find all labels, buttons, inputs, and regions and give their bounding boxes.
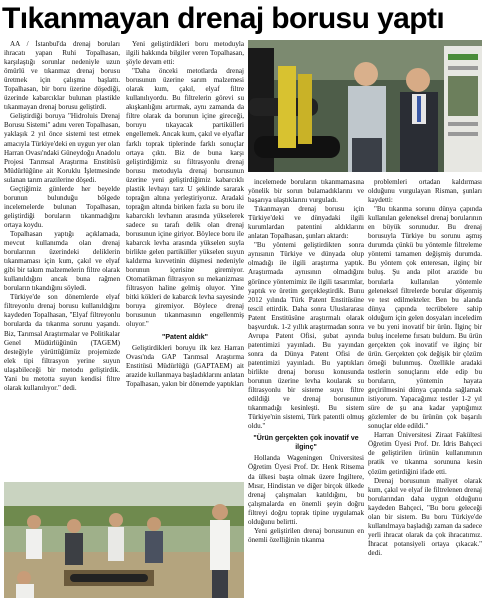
article-column-2: [126, 40, 244, 478]
article-paragraph: "Bu tıkanma sorunu dünya çapında kullanılan geleneksel drenaj borularının en büyük sorunudur. Bu drenaj borusuyla Türkiye bu sorunu aşmış durumda çünkü bu yöntemle filtreleme yöntemi tamamen değişmiş durumda. Bu yöntem çok enteresan, ilginç bir buluş. Şu anda pilot arazide bu borularla kullanılan yöntemle geleneksel filtrelerde borular döşenmiş ve test edilmekteler. Ben bu alanda dünya çapında tecrübelere sahip olduğum için gelen dosyaları inceledim ve bu yeni inovatif bir ürün. İlginç bir buluş inceleme fırsatı buldum. Bu ürün gerçekten çok inovatif ve ilginç bir ürün. Gerçekten çok değişik bir çözüm örneği bulunmuş. Özellikle aradaki testlerin sonuçlarını elde edip bu boruların, yöntemin hayata geçirilmesini dünya çapında sağlamak istiyorum. Yapacağımız testler 1-2 yıl süre de şu ana kadar yaptığımız gözlemler de bu ürünün çok başarılı sonuçlar elde edildi.": [368, 205, 482, 431]
article-column-4: [368, 178, 482, 596]
article-paragraph: Yeni geliştirdikleri boru metoduyla ilgili hakkında bilgiler veren Topalhasan, şöyle devam etti:: [126, 40, 244, 67]
article-paragraph: Geliştirdikleri boruyu ilk kez Harran Ovası'nda GAP Tarımsal Araştırma Enstitüsü Müdürlüğü (GAPTAEM) ait arazide kullanmaya başladıklarını anlatan Topalhasan, yakın bir dönemde yaptıkları: [126, 343, 244, 388]
subheading: "Patent aldık": [162, 333, 208, 341]
article-paragraph: Yeni geliştirilen drenaj borusunun en önemli özelliğinin tıkanma: [248, 526, 364, 544]
article-paragraph: "Daha önceki metotlarda drenaj borusunun üzerine sarım malzemesi olarak kum, çakıl, elyaf filtre kullanılıyordu. Bu filtrelerin görevi su akışkanlığını artırmak, aynı zamanda da filtre olarak da borunun içine gireceği, boruyu tıkayacak partikülleri engellemek. Ancak kum, çakıl ve elyaflar farklı toprak tiplerinde farklı sonuçlar ortaya çıktı. Biz de buna karşı geliştirdiğimiz su filtrasyonlu drenaj borusu metoduyla drenaj borusunun üzerine yeni geliştirdiğimiz kabarcıklı plastik levhayı tarz U şeklinde sararak toprağın altına yerleştiriyoruz. Aradaki toprağın altında biriken fazla su boru ile kabarcıklı levhanın arasında yükselerek sadece su tarafı delik olan drenaj borusunun içine giriyor. Böylece boru ile kabarcık levha arasında yükselen suyla birlikte gelen partiküller yükselen suyun kaldırma kuvvetinin düşmesi nedeniyle borunun içerisine giremiyor. Otomatikman filtrasyon su mekanizması filtrasyon haline gelmiş oluyor. Yine bitki kökleri de kabarcık levha sayesinde boruya giremiyor. Böylece drenaj borusunun tıkanmasının engellenmiş oluyor.": [126, 67, 244, 329]
article-paragraph: incelemede boruların tıkanmamasına yönelik bir sorun bulamadıklarını ve başarıya ulaştıklarını vurguladı.: [248, 178, 364, 205]
article-paragraph: Harran Üniversitesi Ziraat Fakültesi Öğretim Üyesi Prof. Dr. İdris Bahçeci de geliştirilen ürünün kullanımının pratik ve tıkanma sorununa kesin çözüm getirdiğini ifade etti.: [368, 431, 482, 476]
article-paragraph: Geliştirdiği boruya "Hidroluis Drenaj Borusu Sistemi" adını veren Topalhasan, yaklaşık 2 yıl önce sistemi test etmek amacıyla Türkiye'deki en uygun yer olan Harran Ovası'ndaki Güneydoğu Anadolu Projesi Tarımsal Araştırma Enstitüsü Müdürlüğüne ait Koruklu İşletmesinde sulanan tarım arazilerine döşedi.: [4, 112, 120, 184]
article-paragraph: Drenaj borusunun maliyet olarak kum, çakıl ve elyaf ile filtrelenen drenaj borularından daha uygun olduğunu kaydeden Bahçeci, "Bu boru geleceği olan bir sistem. Bu boru Türkiye'de kullanılmaya başladığı zaman da sadece yerli ihracat olarak da çok ihracatımız. İhracat potansiyeli ortaya çıkacak." dedi.: [368, 476, 482, 557]
headline: Tıkanmayan drenaj borusu yaptı: [2, 2, 445, 35]
article-paragraph: Hollanda Wageningen Üniversitesi Öğretim Üyesi Prof. Dr. Henk Ritsema da ülkesi başta olmak üzere İngiltere, Mısır, Hindistan ve diğer birçok ülkede drenaj çalışmaları katıldığını, bu çalışmalarda en önemli şeyin doğru filtreyi doğru toprak tipine uygulamak olduğunu belirtti.: [248, 454, 364, 526]
article-paragraph: problemleri ortadan kaldırması olduğunu vurgulayan Risman, şunları kaydetti:: [368, 178, 482, 205]
article-paragraph: Türkiye'de son dönemlerde elyaf filtreyonlu drenaj borusu kullanıldığını kaydeden Topalhasan, "Elyaf filtreyonlu borularda da tıkanma sorunu yaşandı. Biz, Tarımsal Araştırmalar ve Politikalar Genel Müdürlüğünün (TAGEM) desteğiyle yürüttüğümüz projemizde elek tipi filtrasyon yerine suyun ulaşabileceği bir metodu geliştirdik. Yani bu metotta suyun kendisi filtre olarak kullanılıyor." dedi.: [4, 293, 120, 392]
article-column-3: [248, 178, 364, 596]
photo-two-men-with-pipes: [248, 40, 482, 172]
article-paragraph: "Bu yöntemi geliştirdikten sonra aynısının Türkiye ve dünyada olup olmadığı ile ilgili araştırma yaptık. Araştırmada aynısının olmadığını görünce yöntemimiz ile ilgili tasarımlar, yaptık ve üretim gerçekleştirdik. Bunu 2012 yılında Türk Patent Enstitüsüne tescil ettirdik. Daha sonra Uluslararası Patent Enstitüsüne araştırmalı olarak başvurduk. 1-2 yıllık araştırmadan sonra Avrupa Patent Ofisi, şubat ayında patentimizi yayınladı. Bu yayından sonra da Dünya Patent Ofisi de patentimizi yayınladı. Bu yaptıkları birlikte drenaj borusu konusunda borunun üzerine levha koularak su filtrasyonlu bir sisteme suyu filtre edildiği ve drenaj borusunun tıkanmadığı kesinleşti. Bu sistem Türkiye'nin sistemi, Türk patentli olmuş oldu.": [248, 241, 364, 431]
article-paragraph: Geçtiğimiz günlerde her beyelde borunun bulunduğu bölgede incelemelerde bulunan Topalhasan, geliştirdiği boruların tıkanmadığını ortaya koydu.: [4, 184, 120, 229]
photo-field-inspection: [4, 482, 244, 598]
article-column-1: [4, 40, 120, 478]
article-paragraph: AA / İstanbul'da drenaj boruları ihracatı yapan Ruhi Topalhasan, karşılaştığı sorunlar nedeniyle uzun ömürlü ve tıkanmaz drenaj borusu üretmek için çalışma başlattı. Topalhasan, bir boru üzerine döşediği, üzerinde kabarcıklar bulunan plastikle tıkanmayan drenaj borusu geliştirdi.: [4, 40, 120, 112]
article-paragraph: Topalhasan yaptığı açıklamada, mevcut kullanımda olan drenaj borularının üzerindeki deliklerin tıkanmaması için kum, çakıl ve elyaf gibi bir takım malzemelerin filtre olarak kullanıldığını ancak buna rağmen boruların tıkandığını söyledi.: [4, 229, 120, 293]
article-paragraph: Tıkanmayan drenaj borusu için Türkiye'deki ve dünyadaki ilgili kurumlardan patentini aldıklarını anlatan Topalhasan, şunları aktardı:: [248, 205, 364, 241]
subheading: "Ürün gerçekten çok inovatif ve ilginç": [253, 435, 359, 452]
